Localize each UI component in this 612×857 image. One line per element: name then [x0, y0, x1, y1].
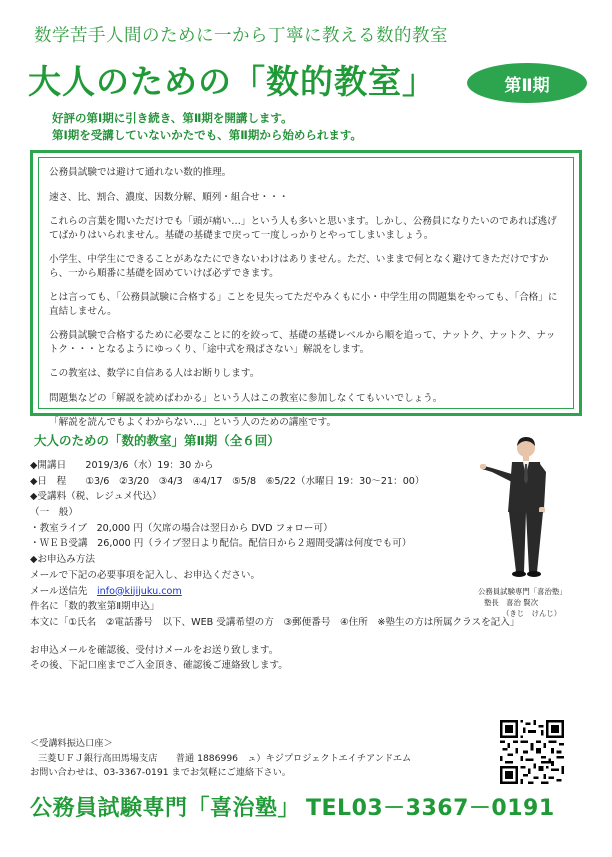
- instructor-name: 塾長 喜治 賢次: [484, 598, 539, 607]
- bank-heading: ＜受講料振込口座＞: [30, 738, 113, 749]
- course-title: 大人のための「数的教室」第Ⅱ期（全６回）: [34, 433, 280, 448]
- apply-heading: ◆お申込み方法: [30, 554, 95, 566]
- description-paragraph: 「解説を読んでもよくわからない…」という人のための講座です。: [49, 417, 337, 429]
- apply-instruction: メールで下記の必要事項を記入し、お申込ください。: [30, 569, 261, 581]
- subject-line: 件名に「数的教室第Ⅱ期申込」: [30, 601, 160, 613]
- tagline: 数学苦手人間のために一から丁寧に教える数的教室: [34, 26, 448, 46]
- instructor-caption: [478, 586, 567, 619]
- mail-line: [30, 584, 519, 600]
- bank-info: [30, 737, 411, 781]
- description-paragraph: とは言っても、「公務員試験に合格する」ことを見失ってただやみくもに小・中学生用の問題集をやっても、「合格」に直結しません。: [49, 292, 558, 317]
- course-details: [30, 458, 519, 674]
- description-box: [38, 157, 574, 429]
- confirm-line-1: お申込メールを確認後、受付けメールをお送り致します。: [30, 644, 279, 656]
- description-paragraph: この教室は、数学に自信ある人はお断りします。: [49, 368, 260, 380]
- classroom-fee: ・教室ライブ 20,000 円（欠席の場合は翌日から DVD フォロー可）: [30, 522, 333, 534]
- description-paragraph: 問題集などの「解説を読めばわかる」という人はこの教室に参加しなくてもいいでしょう。: [49, 392, 443, 404]
- period-badge: 第Ⅱ期: [467, 63, 587, 103]
- bank-account: 三菱ＵＦＪ銀行高田馬場支店 普通 1886996 ュ）キジプロジェクトエイチアンドエム: [38, 752, 412, 764]
- footer-contact: [30, 791, 555, 822]
- instructor-photo: [478, 432, 568, 582]
- opening-date: ◆開講日 2019/3/6（水）19：30 から: [30, 460, 214, 471]
- description-paragraph: 速さ、比、割合、濃度、因数分解、順列・組合せ・・・: [49, 191, 289, 203]
- description-paragraph: これらの言葉を聞いただけでも「頭が痛い…」という人も多いと思います。しかし、公務員になりたいのであれば逃げてばかりはいられません。基礎の基礎まで戻って一度しっかりとやってしまいましょう。: [49, 216, 557, 241]
- web-fee: ・ＷＥＢ受講 26,000 円（ライブ翌日より配信。配信日から２週間受講は何度でも可）: [30, 538, 412, 550]
- email-link[interactable]: info@kijijuku.com: [96, 585, 182, 597]
- mail-label: メール送信先: [30, 585, 97, 597]
- description-paragraph: 小学生、中学生にできることがあなたにできないわけはありません。ただ、いままで何となく避けてきただけですから、一から順番に基礎を固めていけば必ずできます。: [49, 254, 549, 279]
- body-line: 本文に「①氏名 ②電話番号 以下、WEB 受講希望の方 ③郵便番号 ④住所 ※塾生の方は所属クラスを記入」: [30, 616, 520, 628]
- description-paragraph: 公務員試験で合格するために必要なことに的を絞って、基礎の基礎レベルから順を追って、ナットク、ナットク、ナットク・・・となるようにゆっくり、「途中式を飛ばさない」解説をします。: [49, 330, 556, 355]
- page-title: 大人のための「数的教室」: [28, 62, 436, 101]
- footer-school: 公務員試験専門「喜治塾」: [30, 796, 301, 821]
- fee-heading: ◆受講料（税、レジュメ代込）: [30, 491, 162, 503]
- instructor-school: 公務員試験専門「喜治塾」: [478, 587, 567, 596]
- footer-phone[interactable]: TEL03－3367－0191: [306, 796, 555, 821]
- confirm-line-2: その後、下記口座までご入金頂き、確認後ご連絡致します。: [30, 660, 288, 672]
- description-paragraph: 公務員試験では避けて通れない数的推理。: [49, 167, 232, 178]
- schedule: ◆日 程 ①3/6 ②3/20 ③4/3 ④4/17 ⑤5/8 ⑥5/22（水曜日 19：30〜21：00）: [30, 475, 425, 487]
- intro-text: [52, 110, 362, 144]
- qr-code[interactable]: [500, 720, 564, 784]
- fee-category: （一 般）: [30, 507, 78, 519]
- inquiry-line: お問い合わせは、03-3367-0191 までお気軽にご連絡下さい。: [30, 767, 291, 778]
- intro-line-2: 第Ⅰ期を受講していないかたでも、第Ⅱ期から始められます。: [52, 128, 362, 142]
- instructor-reading: （きじ けんじ）: [502, 609, 562, 618]
- intro-line-1: 好評の第Ⅰ期に引き続き、第Ⅱ期を開講します。: [52, 111, 293, 125]
